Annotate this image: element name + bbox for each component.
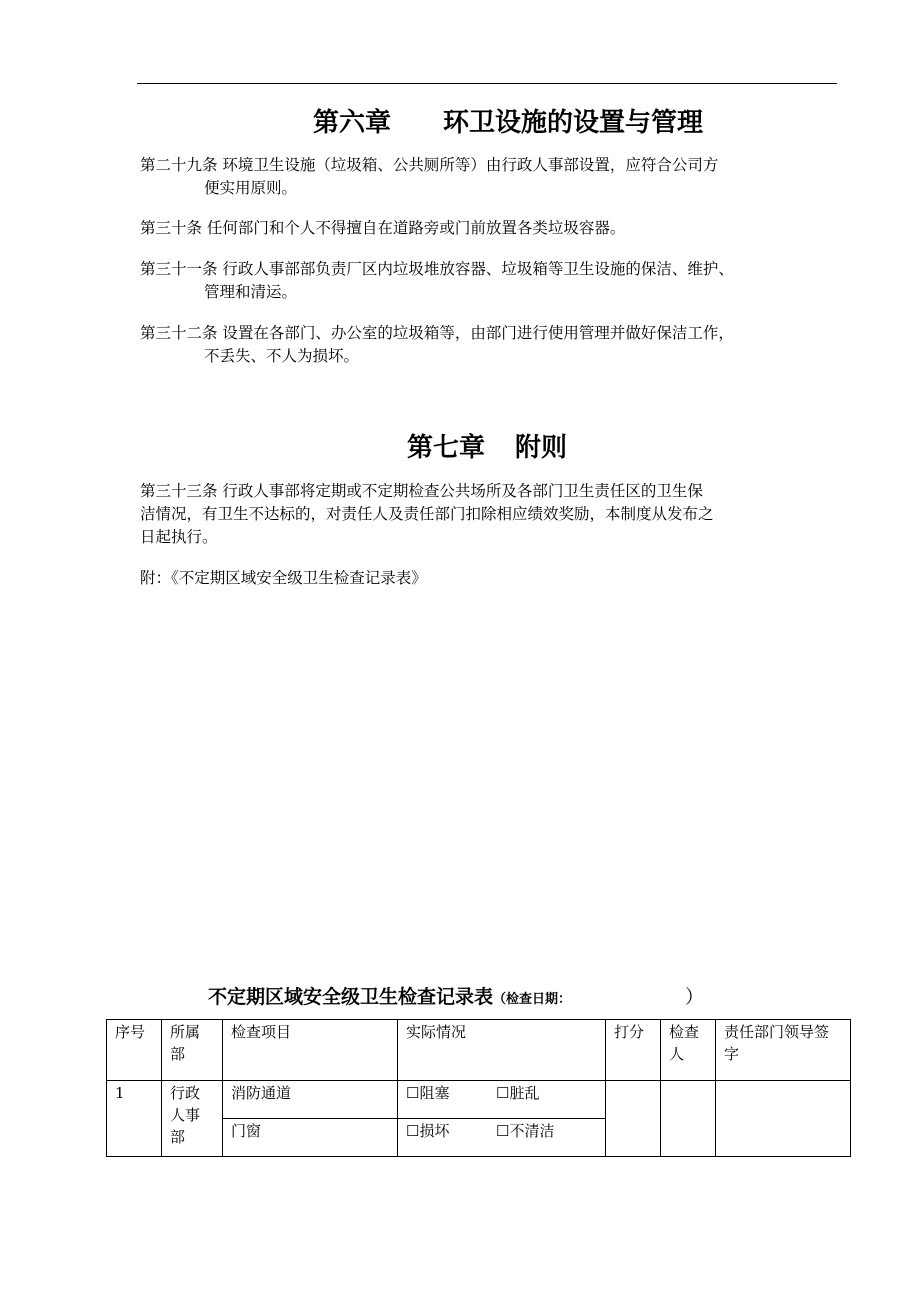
row-sign-cell[interactable] [716, 1081, 851, 1157]
attachment-note: 附：《不定期区域安全级卫生检查记录表》 [140, 569, 427, 587]
row-inspector-cell[interactable] [661, 1081, 716, 1157]
date-label: 检查日期： [506, 992, 572, 1007]
table-header-row [107, 1020, 851, 1081]
row-item-name: 消防通道 [223, 1081, 398, 1119]
date-close-paren: ） [685, 986, 705, 1008]
date-open-paren: （ [493, 992, 507, 1007]
row-item-actual [398, 1119, 606, 1157]
header-sign: 责任部门领导签字 [716, 1020, 851, 1081]
inspection-table [106, 1019, 851, 1157]
row-no: 1 [107, 1081, 162, 1157]
header-rule [137, 83, 837, 84]
article-31: 第三十一条 行政人事部部负责厂区内垃圾堆放容器、垃圾箱等卫生设施的保洁、维护、 管理和清运。 [140, 260, 734, 301]
chapter-7-heading [27, 427, 920, 464]
chapter-6-heading [48, 102, 920, 139]
row-dept: 行政人事部 [162, 1081, 223, 1157]
checkbox-option[interactable]: ☐阻塞 [406, 1084, 450, 1102]
article-33: 第三十三条 行政人事部将定期或不定期检查公共场所及各部门卫生责任区的卫生保 洁情况，有卫生不达标的，对责任人及责任部门扣除相应绩效奖励，本制度从发布之 日起执行。 [140, 482, 714, 546]
table-title [208, 982, 704, 1009]
chapter-6-label: 第六章 [312, 108, 391, 138]
article-30: 第三十条 任何部门和个人不得擅自在道路旁或门前放置各类垃圾容器。 [140, 219, 626, 237]
row-score-cell[interactable] [606, 1081, 661, 1157]
checkbox-option[interactable]: ☐不清洁 [496, 1122, 555, 1140]
article-29: 第二十九条 环境卫生设施（垃圾箱、公共厕所等）由行政人事部设置，应符合公司方 便实用原则。 [140, 156, 719, 197]
header-score: 打分 [606, 1020, 661, 1081]
row-item-actual [398, 1081, 606, 1119]
article-32: 第三十二条 设置在各部门、办公室的垃圾箱等，由部门进行使用管理并做好保洁工作， 不丢失、不人为损坏。 [140, 324, 734, 365]
table-row [107, 1081, 851, 1119]
chapter-7-title: 附则 [515, 433, 568, 463]
chapter-7-label: 第七章 [406, 433, 485, 463]
checkbox-option[interactable]: ☐损坏 [406, 1122, 450, 1140]
chapter-6-title: 环卫设施的设置与管理 [443, 108, 704, 138]
row-item-name: 门窗 [223, 1119, 398, 1157]
header-inspector: 检查人 [661, 1020, 716, 1081]
header-item: 检查项目 [223, 1020, 398, 1081]
header-no: 序号 [107, 1020, 162, 1081]
header-actual: 实际情况 [398, 1020, 606, 1081]
table-title-text: 不定期区域安全级卫生检查记录表 [208, 986, 494, 1008]
header-dept: 所属部 [162, 1020, 223, 1081]
checkbox-option[interactable]: ☐脏乱 [496, 1084, 540, 1102]
